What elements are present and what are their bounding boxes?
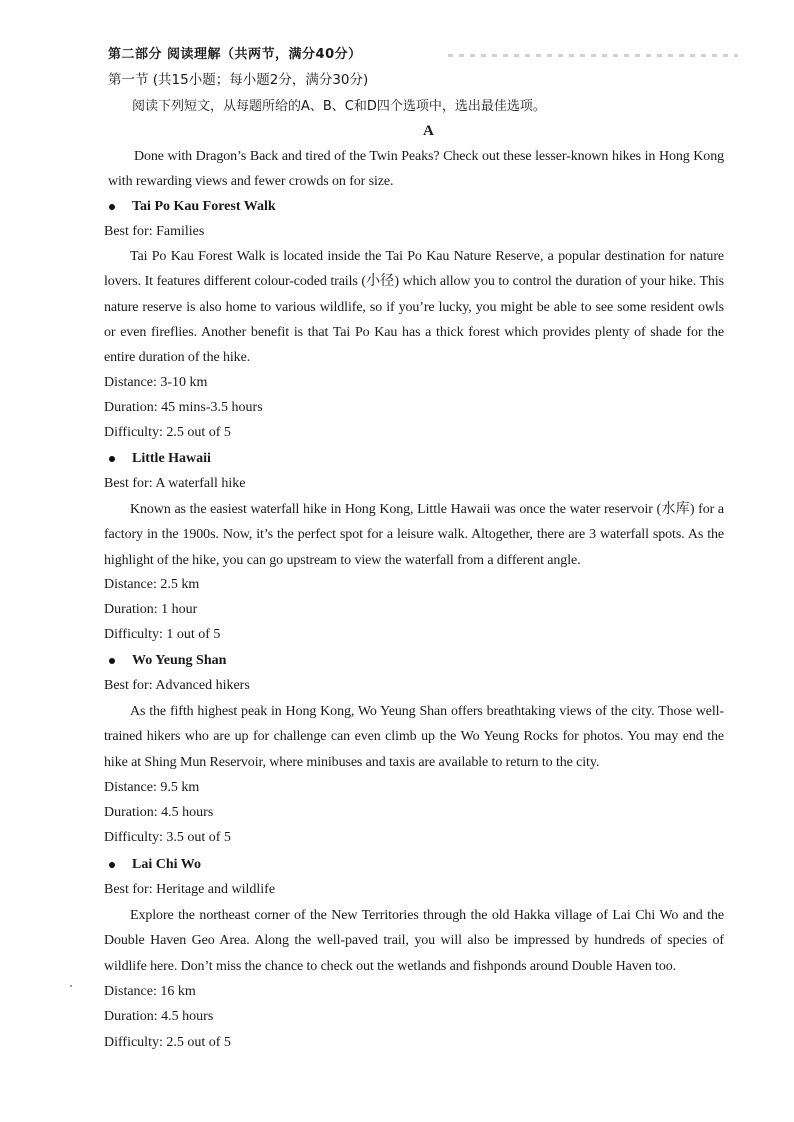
trail-distance: Distance: 16 km bbox=[104, 984, 196, 999]
scan-speck bbox=[70, 985, 72, 987]
part-heading: 第二部分 阅读理解（共两节，满分40分） bbox=[108, 47, 362, 62]
trail-title: Lai Chi Wo bbox=[132, 857, 201, 872]
trail-difficulty: Difficulty: 3.5 out of 5 bbox=[104, 830, 231, 845]
trail-description: Tai Po Kau Forest Walk is located inside the Tai Po Kau Nature Reserve, a popular destination for nature lovers. It features different colour-coded trails (小径) which allow you to control the duration of your hike. This nature reserve is also home to various wildlife, so if you’re lucky, you might be able to see some resident owls or even fireflies. Another benefit is that Tai Po Kau has a thick forest which provides plenty of shade for the entire duration of the hike. bbox=[104, 249, 724, 366]
intro-paragraph: Done with Dragon’s Back and tired of the Twin Peaks? Check out these lesser-known hikes in Hong Kong with rewarding views and fewer crowds on for size. bbox=[108, 149, 724, 190]
trail-best-for: Best for: A waterfall hike bbox=[104, 476, 246, 491]
trail-duration: Duration: 1 hour bbox=[104, 602, 198, 617]
trail-title: Little Hawaii bbox=[132, 451, 211, 466]
bullet-icon bbox=[109, 456, 115, 462]
bullet-icon bbox=[109, 862, 115, 868]
trail-description: As the fifth highest peak in Hong Kong, Wo Yeung Shan offers breathtaking views of the city. Those well-trained hikers who are up for challenge can even climb up the Wo Yeung Rocks for photos. You may end the hike at Shing Mun Reservoir, where minibuses and taxis are available to return to the city. bbox=[104, 704, 724, 770]
bullet-icon bbox=[109, 658, 115, 664]
trail-title: Wo Yeung Shan bbox=[132, 653, 227, 668]
trail-distance: Distance: 9.5 km bbox=[104, 780, 200, 795]
trail-description: Known as the easiest waterfall hike in Hong Kong, Little Hawaii was once the water reservoir (水库) for a factory in the 1900s. Now, it’s the perfect spot for a leisure walk. Altogether, there are 3 waterfall spots. As the highlight of the hike, you can go upstream to view the waterfall from a different angle. bbox=[104, 502, 724, 568]
scan-noise bbox=[448, 54, 738, 57]
trail-duration: Duration: 4.5 hours bbox=[104, 805, 214, 820]
trail-title: Tai Po Kau Forest Walk bbox=[132, 199, 276, 214]
passage-label: A bbox=[423, 123, 434, 139]
trail-best-for: Best for: Families bbox=[104, 224, 205, 239]
trail-difficulty: Difficulty: 2.5 out of 5 bbox=[104, 1035, 231, 1050]
trail-duration: Duration: 4.5 hours bbox=[104, 1009, 214, 1024]
trail-best-for: Best for: Heritage and wildlife bbox=[104, 882, 276, 897]
instruction-text: 阅读下列短文，从每题所给的A、B、C和D四个选项中，选出最佳选项。 bbox=[132, 99, 546, 114]
trail-duration: Duration: 45 mins-3.5 hours bbox=[104, 400, 263, 415]
section-heading: 第一节 (共15小题；每小题2分，满分30分) bbox=[108, 72, 369, 88]
trail-distance: Distance: 3-10 km bbox=[104, 375, 208, 390]
trail-best-for: Best for: Advanced hikers bbox=[104, 678, 250, 693]
trail-difficulty: Difficulty: 1 out of 5 bbox=[104, 627, 221, 642]
trail-distance: Distance: 2.5 km bbox=[104, 577, 200, 592]
trail-description: Explore the northeast corner of the New Territories through the old Hakka village of Lai Chi Wo and the Double Haven Geo Area. Along the well-paved trail, you will also be impressed by hundreds of species of wildlife here. Don’t miss the chance to check out the wetlands and fishponds around Double Haven too. bbox=[104, 908, 724, 974]
trail-difficulty: Difficulty: 2.5 out of 5 bbox=[104, 425, 231, 440]
bullet-icon bbox=[109, 204, 115, 210]
